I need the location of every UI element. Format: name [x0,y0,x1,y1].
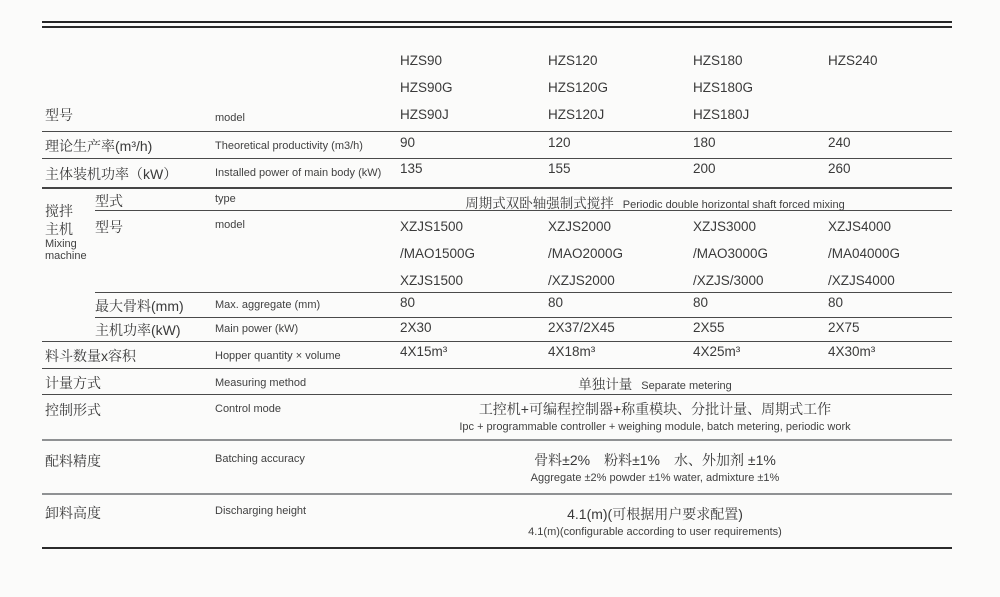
span-value-cn: 4.1(m)(可根据用户要求配置) [567,506,743,522]
cell-value-multiline [693,211,828,292]
cell-value: 135 [400,161,423,176]
row-label-en: Theoretical productivity (m3/h) [215,140,363,152]
model-name: HZS90 [400,53,443,68]
row-discharging-height [42,495,952,549]
span-value-cn: 工控机+可编程控制器+称重模块、分批计量、周期式工作 [478,401,832,417]
cell-value: 4X15m³ [400,344,448,359]
row-label-cn: 计量方式 [45,375,101,391]
mixing-sub-rows [95,189,952,341]
mixer-model: /MAO3000G [693,246,769,261]
row-batching-accuracy [42,441,952,495]
group-label-cn: 主机 [45,221,73,237]
row-measuring-method [42,369,952,395]
model-name: HZS180 [693,53,743,68]
row-label-cn: 型号 [95,219,123,235]
row-label-cn: 理论生产率(m³/h) [45,138,153,154]
cell-value: 2X75 [828,320,860,335]
cell-value: 80 [548,295,564,310]
cell-value: 2X55 [693,320,725,335]
mixer-model: /MA04000G [828,246,901,261]
cell-value: 155 [548,161,571,176]
cell-value: 4X30m³ [828,344,876,359]
group-label-en: Mixing [45,238,77,250]
cell-value: 90 [400,135,416,150]
row-label-en: type [215,193,236,205]
row-label-cn: 控制形式 [45,402,101,418]
row-label-en: Main power (kW) [215,323,299,335]
cell-value: 200 [693,161,716,176]
mixer-model: XZJS1500 [400,219,464,234]
span-value-en: Periodic double horizontal shaft forced mixing [622,199,845,211]
mixer-model: /XZJS/3000 [693,273,764,288]
mixing-group-label [42,189,95,341]
spec-table [42,21,952,549]
span-value-en: 4.1(m)(configurable according to user requirements) [528,526,782,538]
row-label-cn: 料斗数量x容积 [45,348,136,364]
span-value-en: Aggregate ±2% powder ±1% water, admixture ±1% [530,472,780,484]
cell-value: 4X18m³ [548,344,596,359]
mixer-model: XZJS1500 [400,273,464,288]
row-label-en: Max. aggregate (mm) [215,299,321,311]
mixer-model: /XZJS2000 [548,273,615,288]
cell-value: 80 [828,295,844,310]
row-label-cn: 型式 [95,193,123,209]
row-theoretical-productivity [42,132,952,159]
cell-value: 2X30 [400,320,432,335]
header-col-hzs180 [693,28,828,131]
row-label-en: Installed power of main body (kW) [215,167,382,179]
row-label-en: Discharging height [215,505,307,517]
row-max-aggregate [95,293,952,318]
model-name: HZS90G [400,80,453,95]
row-label-en: Measuring method [215,377,307,389]
cell-value: 240 [828,135,851,150]
cell-value: 180 [693,135,716,150]
span-value-cn: 骨料±2% 粉料±1% 水、外加剂 ±1% [534,452,776,468]
row-hopper-quantity [42,342,952,369]
row-label-en: Hopper quantity × volume [215,350,341,362]
cell-value: 120 [548,135,571,150]
cell-value-span [400,441,910,493]
header-col-hzs120 [548,28,693,131]
model-name: HZS120 [548,53,598,68]
header-label-cn: 型号 [45,107,73,123]
row-label-en: Control mode [215,403,282,415]
cell-value-multiline [548,211,693,292]
row-label-cn: 最大骨料(mm) [95,298,184,314]
group-mixing-machine [42,189,952,342]
model-name: HZS240 [828,53,878,68]
header-col-hzs90 [400,28,548,131]
mixer-model: /MAO2000G [548,246,624,261]
cell-value: 260 [828,161,851,176]
row-label-cn: 配料精度 [45,453,101,469]
cell-value-span [400,395,910,439]
cell-value: 80 [400,295,416,310]
row-label-en: Batching accuracy [215,453,305,465]
row-label-cn: 主体装机功率（kW） [45,166,178,182]
cell-value-multiline [400,211,548,292]
group-label-en: machine [45,250,87,262]
table-top-double-rule [42,21,952,28]
model-name: HZS180J [693,107,750,122]
model-name: HZS180G [693,80,754,95]
model-name: HZS120J [548,107,605,122]
cell-value: 4X25m³ [693,344,741,359]
row-mixing-model [95,211,952,293]
row-installed-power [42,159,952,189]
mixer-model: /XZJS4000 [828,273,895,288]
row-control-mode [42,395,952,441]
row-mixing-type [95,189,952,211]
cell-value-span [400,369,910,394]
row-main-power [95,318,952,341]
model-name: HZS120G [548,80,609,95]
header-label-en: model [215,112,245,124]
row-label-en: model [215,219,245,231]
span-value-en: Separate metering [641,380,732,392]
cell-value-span [400,495,910,547]
mixer-model: XZJS4000 [828,219,892,234]
mixer-model: XZJS2000 [548,219,612,234]
row-label-cn: 卸料高度 [45,505,101,521]
mixer-model: XZJS3000 [693,219,757,234]
cell-value-span [400,189,910,210]
header-col-hzs240 [828,28,952,131]
span-value-cn: 周期式双卧轴强制式搅拌 [465,196,614,211]
cell-value-multiline [828,211,952,292]
model-name: HZS90J [400,107,449,122]
header-row-model [42,28,952,132]
mixer-model: /MAO1500G [400,246,476,261]
span-value-cn: 单独计量 [578,377,633,392]
row-label-cn: 主机功率(kW) [95,322,181,338]
span-value-en: Ipc + programmable controller + weighing module, batch metering, periodic work [459,421,851,433]
group-label-cn: 搅拌 [45,203,73,219]
cell-value: 80 [693,295,709,310]
cell-value: 2X37/2X45 [548,320,615,335]
